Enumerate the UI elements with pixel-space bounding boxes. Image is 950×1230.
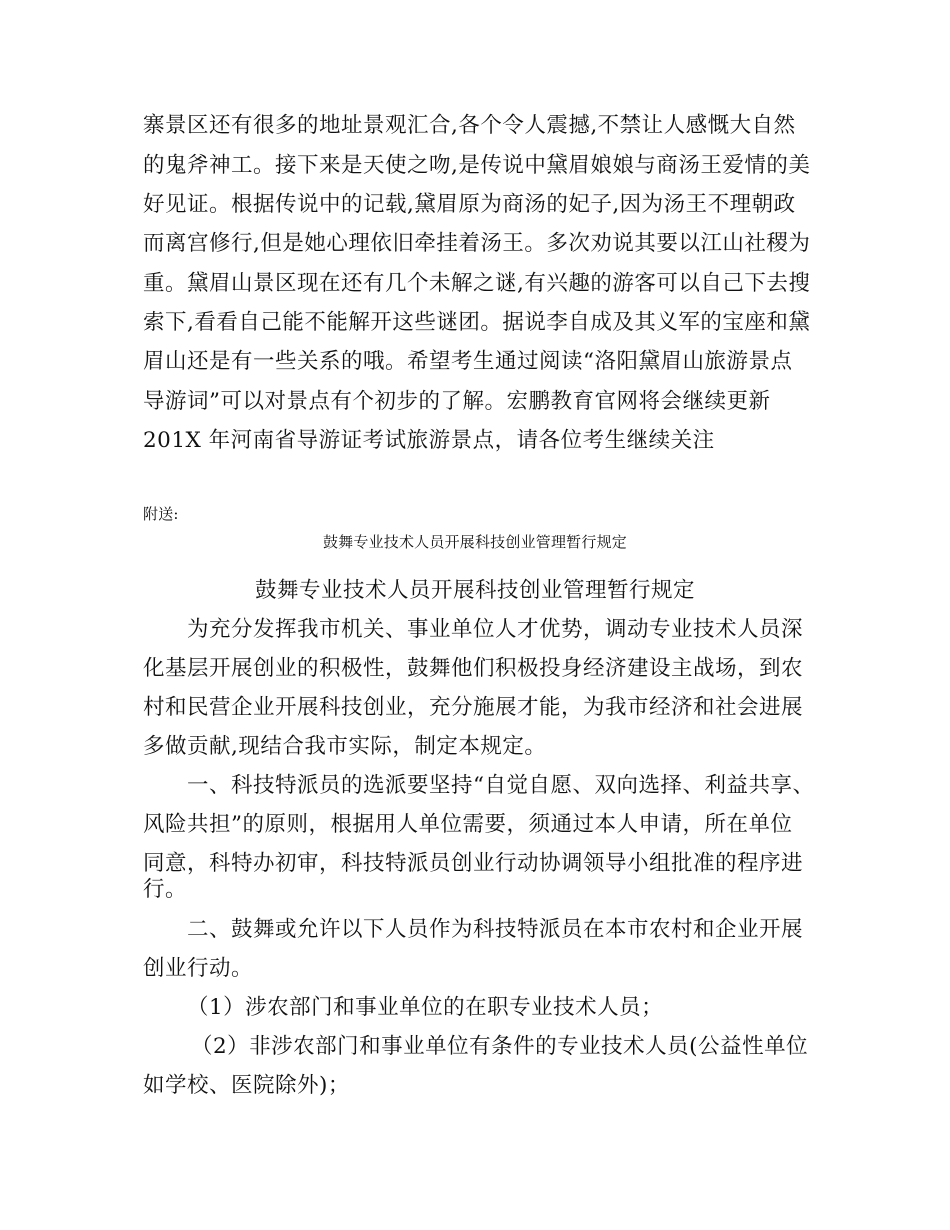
body-line: 村和民营企业开展科技创业，充分施展才能，为我市经济和社会进展 — [143, 695, 804, 720]
list-item: （2）非涉农部门和事业单位有条件的专业技术人员(公益性单位 — [191, 1034, 809, 1059]
list-item: （1）涉农部门和事业单位的在职专业技术人员； — [187, 995, 664, 1020]
body-line: 好见证。根据传说中的记载,黛眉原为商汤的妃子,因为汤王不理朝政 — [143, 192, 796, 217]
body-line: 同意，科特办初审，科技特派员创业行动协调领导小组批准的程序进 — [143, 851, 804, 876]
body-line: 导游词”可以对景点有个初步的了解。宏鹏教育官网将会继续更新 — [143, 389, 771, 414]
body-line: 化基层开展创业的积极性，鼓舞他们积极投身经济建设主战场，到农 — [143, 656, 804, 681]
body-line: 眉山还是有一些关系的哦。希望考生通过阅读“洛阳黛眉山旅游景点 — [143, 349, 793, 374]
body-line: 多做贡献,现结合我市实际，制定本规定。 — [143, 734, 547, 759]
body-line: 创业行动。 — [143, 956, 254, 981]
appendix-label: 附送: — [143, 505, 179, 523]
body-line: 重。黛眉山景区现在还有几个未解之谜,有兴趣的游客可以自己下去搜 — [143, 271, 811, 296]
body-line: 寨景区还有很多的地址景观汇合,各个令人震撼,不禁让人感慨大自然 — [143, 113, 796, 138]
body-line: 为充分发挥我市机关、事业单位人才优势，调动专业技术人员深 — [187, 617, 804, 642]
body-line: 风险共担”的原则，根据用人单位需要，须通过本人申请，所在单位 — [143, 812, 793, 837]
body-line: 行。 — [143, 877, 188, 902]
body-line: 201X 年河南省导游证考试旅游景点，请各位考生继续关注 — [143, 428, 715, 453]
small-title: 鼓舞专业技术人员开展科技创业管理暂行规定 — [322, 533, 627, 551]
body-line: 二、鼓舞或允许以下人员作为科技特派员在本市农村和企业开展 — [187, 917, 804, 942]
body-line: 如学校、医院除外)； — [143, 1073, 350, 1098]
page-title: 鼓舞专业技术人员开展科技创业管理暂行规定 — [254, 578, 695, 603]
body-line: 的鬼斧神工。接下来是天使之吻,是传说中黛眉娘娘与商汤王爱情的美 — [143, 153, 811, 178]
body-line: 一、科技特派员的选派要坚持“自觉自愿、双向选择、利益共享、 — [187, 773, 815, 798]
body-line: 索下,看看自己能不能解开这些谜团。据说李自成及其义军的宝座和黛 — [143, 310, 811, 335]
body-line: 而离宫修行,但是她心理依旧牵挂着汤王。多次劝说其要以江山社稷为 — [143, 231, 811, 256]
